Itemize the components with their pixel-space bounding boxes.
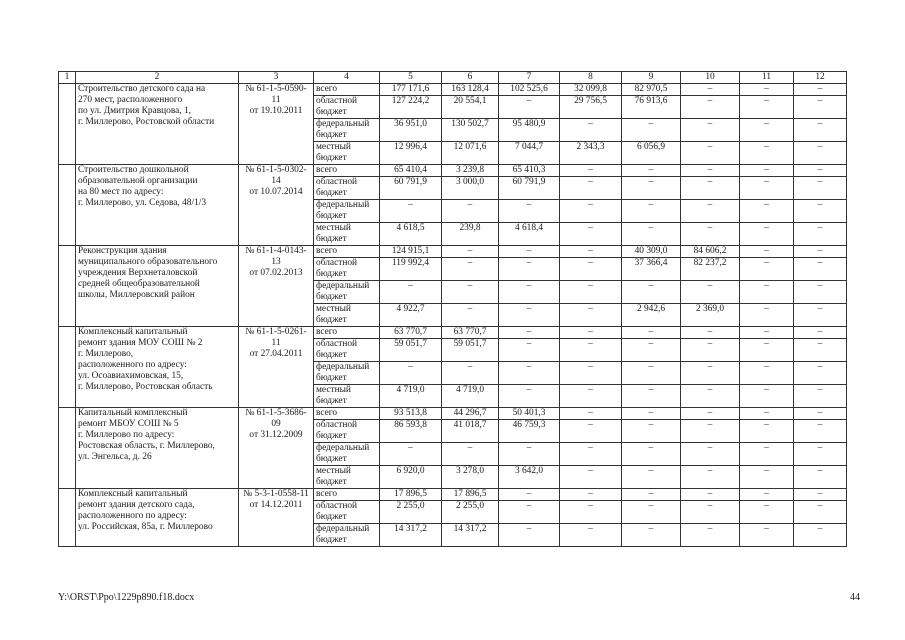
value-cell: 63 770,7 bbox=[380, 327, 442, 339]
value-cell: – bbox=[740, 466, 794, 489]
value-cell: – bbox=[681, 327, 740, 339]
header-cell: 6 bbox=[442, 72, 499, 84]
value-cell: – bbox=[794, 84, 847, 96]
value-cell: – bbox=[560, 223, 622, 246]
project-name-cell: Строительство детского сада на 270 мест, расположенного по ул. Дмитрия Кравцова, 1, г. Миллерово, Ростовской области bbox=[76, 84, 239, 165]
funding-source-cell: областной бюджет bbox=[314, 339, 380, 362]
table-row bbox=[59, 327, 847, 339]
value-cell: 76 913,6 bbox=[622, 96, 681, 119]
value-cell: – bbox=[560, 246, 622, 258]
value-cell: – bbox=[560, 177, 622, 200]
registration-cell: № 61-1-5-0261-11 от 27.04.2011 bbox=[239, 327, 314, 408]
value-cell: 2 942,6 bbox=[622, 304, 681, 327]
value-cell: – bbox=[499, 96, 560, 119]
value-cell: – bbox=[681, 443, 740, 466]
value-cell: – bbox=[499, 339, 560, 362]
registration-cell: № 5-3-1-0558-11 от 14.12.2011 bbox=[239, 489, 314, 547]
footer-file-path: Y:\ORST\Ppo\1229p890.f18.docx bbox=[58, 592, 195, 603]
value-cell: 84 606,2 bbox=[681, 246, 740, 258]
value-cell: – bbox=[622, 339, 681, 362]
value-cell: – bbox=[499, 385, 560, 408]
value-cell: 3 000,0 bbox=[442, 177, 499, 200]
value-cell: 41 018,7 bbox=[442, 420, 499, 443]
value-cell: – bbox=[740, 304, 794, 327]
row-number-cell bbox=[59, 408, 76, 489]
value-cell: – bbox=[794, 177, 847, 200]
value-cell: – bbox=[622, 501, 681, 524]
value-cell: – bbox=[560, 501, 622, 524]
value-cell: 163 128,4 bbox=[442, 84, 499, 96]
value-cell: – bbox=[794, 223, 847, 246]
project-name-cell: Комплексный капитальный ремонт здания МОУ СОШ № 2 г. Миллерово, расположенного по адресу: ул. Осоавиахимовская, 15, г. Миллерово, Ростовская область bbox=[76, 327, 239, 408]
value-cell: – bbox=[794, 246, 847, 258]
funding-source-cell: федеральный бюджет bbox=[314, 362, 380, 385]
value-cell: 17 896,5 bbox=[442, 489, 499, 501]
value-cell: – bbox=[622, 385, 681, 408]
value-cell: – bbox=[740, 96, 794, 119]
table-row bbox=[59, 489, 847, 501]
registration-cell: № 61-1-5-0302-14 от 10.07.2014 bbox=[239, 165, 314, 246]
value-cell: – bbox=[622, 165, 681, 177]
value-cell: 4 922,7 bbox=[380, 304, 442, 327]
value-cell: – bbox=[794, 96, 847, 119]
value-cell: – bbox=[740, 246, 794, 258]
value-cell: – bbox=[794, 489, 847, 501]
project-name-cell: Комплексный капитальный ремонт здания детского сада, расположенного по адресу: ул. Российская, 85а, г. Миллерово bbox=[76, 489, 239, 547]
value-cell: 14 317,2 bbox=[380, 524, 442, 547]
value-cell: – bbox=[622, 489, 681, 501]
funding-source-cell: местный бюджет bbox=[314, 304, 380, 327]
value-cell: – bbox=[560, 362, 622, 385]
value-cell: 60 791,9 bbox=[499, 177, 560, 200]
value-cell: – bbox=[622, 177, 681, 200]
value-cell: – bbox=[794, 258, 847, 281]
funding-source-cell: федеральный бюджет bbox=[314, 119, 380, 142]
value-cell: 36 951,0 bbox=[380, 119, 442, 142]
value-cell: – bbox=[622, 119, 681, 142]
value-cell: – bbox=[560, 200, 622, 223]
value-cell: – bbox=[740, 84, 794, 96]
value-cell: – bbox=[622, 443, 681, 466]
value-cell: – bbox=[681, 177, 740, 200]
value-cell: 2 369,0 bbox=[681, 304, 740, 327]
value-cell: 65 410,3 bbox=[499, 165, 560, 177]
value-cell: 4 719,0 bbox=[380, 385, 442, 408]
value-cell: – bbox=[681, 385, 740, 408]
value-cell: – bbox=[740, 142, 794, 165]
value-cell: – bbox=[560, 258, 622, 281]
value-cell: – bbox=[560, 385, 622, 408]
header-row bbox=[59, 72, 847, 84]
value-cell: – bbox=[560, 119, 622, 142]
value-cell: – bbox=[681, 200, 740, 223]
value-cell: – bbox=[740, 177, 794, 200]
value-cell: 32 099,8 bbox=[560, 84, 622, 96]
header-cell: 10 bbox=[681, 72, 740, 84]
funding-source-cell: федеральный бюджет bbox=[314, 281, 380, 304]
value-cell: – bbox=[740, 327, 794, 339]
value-cell: – bbox=[681, 142, 740, 165]
value-cell: – bbox=[740, 408, 794, 420]
value-cell: 3 239,8 bbox=[442, 165, 499, 177]
value-cell: 177 171,6 bbox=[380, 84, 442, 96]
value-cell: 7 044,7 bbox=[499, 142, 560, 165]
funding-source-cell: всего bbox=[314, 246, 380, 258]
value-cell: – bbox=[681, 466, 740, 489]
value-cell: – bbox=[380, 443, 442, 466]
value-cell: – bbox=[681, 96, 740, 119]
value-cell: – bbox=[794, 200, 847, 223]
value-cell: – bbox=[794, 304, 847, 327]
value-cell: 14 317,2 bbox=[442, 524, 499, 547]
value-cell: – bbox=[794, 408, 847, 420]
value-cell: – bbox=[681, 165, 740, 177]
funding-source-cell: всего bbox=[314, 84, 380, 96]
funding-source-cell: всего bbox=[314, 489, 380, 501]
value-cell: – bbox=[499, 443, 560, 466]
value-cell: – bbox=[740, 489, 794, 501]
value-cell: – bbox=[740, 524, 794, 547]
value-cell: 17 896,5 bbox=[380, 489, 442, 501]
value-cell: 60 791,9 bbox=[380, 177, 442, 200]
value-cell: – bbox=[794, 466, 847, 489]
value-cell: – bbox=[560, 304, 622, 327]
value-cell: – bbox=[740, 339, 794, 362]
value-cell: – bbox=[681, 223, 740, 246]
value-cell: 239,8 bbox=[442, 223, 499, 246]
value-cell: 2 255,0 bbox=[442, 501, 499, 524]
value-cell: 4 618,4 bbox=[499, 223, 560, 246]
value-cell: – bbox=[560, 281, 622, 304]
value-cell: – bbox=[499, 489, 560, 501]
value-cell: 37 366,4 bbox=[622, 258, 681, 281]
value-cell: 124 915,1 bbox=[380, 246, 442, 258]
project-name-cell: Капитальный комплексный ремонт МБОУ СОШ № 5 г. Миллерово по адресу: Ростовская область, г. Миллерово, ул. Энгельса, д. 26 bbox=[76, 408, 239, 489]
value-cell: – bbox=[442, 258, 499, 281]
funding-source-cell: всего bbox=[314, 327, 380, 339]
value-cell: – bbox=[681, 119, 740, 142]
header-cell: 2 bbox=[76, 72, 239, 84]
value-cell: – bbox=[560, 165, 622, 177]
value-cell: – bbox=[740, 258, 794, 281]
value-cell: 6 056,9 bbox=[622, 142, 681, 165]
value-cell: – bbox=[560, 489, 622, 501]
funding-source-cell: местный бюджет bbox=[314, 142, 380, 165]
value-cell: 130 502,7 bbox=[442, 119, 499, 142]
value-cell: – bbox=[794, 443, 847, 466]
value-cell: – bbox=[499, 200, 560, 223]
value-cell: – bbox=[499, 362, 560, 385]
value-cell: – bbox=[380, 281, 442, 304]
value-cell: 3 642,0 bbox=[499, 466, 560, 489]
funding-source-cell: областной бюджет bbox=[314, 96, 380, 119]
registration-cell: № 61-1-4-0143-13 от 07.02.2013 bbox=[239, 246, 314, 327]
value-cell: – bbox=[794, 339, 847, 362]
header-cell: 11 bbox=[740, 72, 794, 84]
value-cell: – bbox=[560, 339, 622, 362]
value-cell: – bbox=[380, 200, 442, 223]
value-cell: 3 278,0 bbox=[442, 466, 499, 489]
funding-source-cell: всего bbox=[314, 408, 380, 420]
value-cell: – bbox=[499, 501, 560, 524]
value-cell: – bbox=[622, 408, 681, 420]
registration-cell: № 61-1-5-0590-11 от 19.10.2011 bbox=[239, 84, 314, 165]
funding-source-cell: местный бюджет bbox=[314, 223, 380, 246]
value-cell: – bbox=[740, 281, 794, 304]
value-cell: – bbox=[499, 327, 560, 339]
header-cell: 9 bbox=[622, 72, 681, 84]
table-row bbox=[59, 84, 847, 96]
funding-source-cell: местный бюджет bbox=[314, 466, 380, 489]
value-cell: 59 051,7 bbox=[442, 339, 499, 362]
header-cell: 1 bbox=[59, 72, 76, 84]
value-cell: – bbox=[794, 327, 847, 339]
value-cell: – bbox=[794, 362, 847, 385]
registration-cell: № 61-1-5-3686-09 от 31.12.2009 bbox=[239, 408, 314, 489]
value-cell: 12 996,4 bbox=[380, 142, 442, 165]
header-cell: 3 bbox=[239, 72, 314, 84]
funding-source-cell: федеральный бюджет bbox=[314, 524, 380, 547]
funding-source-cell: федеральный бюджет bbox=[314, 443, 380, 466]
value-cell: – bbox=[794, 119, 847, 142]
value-cell: – bbox=[740, 501, 794, 524]
row-number-cell bbox=[59, 489, 76, 547]
value-cell: – bbox=[740, 119, 794, 142]
value-cell: – bbox=[622, 327, 681, 339]
value-cell: 102 525,6 bbox=[499, 84, 560, 96]
value-cell: – bbox=[442, 443, 499, 466]
value-cell: 127 224,2 bbox=[380, 96, 442, 119]
row-number-cell bbox=[59, 246, 76, 327]
value-cell: – bbox=[740, 200, 794, 223]
value-cell: – bbox=[740, 385, 794, 408]
funding-source-cell: областной бюджет bbox=[314, 420, 380, 443]
funding-source-cell: областной бюджет bbox=[314, 258, 380, 281]
value-cell: – bbox=[794, 281, 847, 304]
value-cell: 65 410,4 bbox=[380, 165, 442, 177]
value-cell: – bbox=[681, 408, 740, 420]
value-cell: – bbox=[560, 327, 622, 339]
value-cell: – bbox=[560, 443, 622, 466]
value-cell: – bbox=[622, 466, 681, 489]
value-cell: 4 618,5 bbox=[380, 223, 442, 246]
value-cell: – bbox=[442, 200, 499, 223]
value-cell: 59 051,7 bbox=[380, 339, 442, 362]
value-cell: – bbox=[681, 281, 740, 304]
value-cell: – bbox=[560, 466, 622, 489]
header-cell: 12 bbox=[794, 72, 847, 84]
value-cell: – bbox=[442, 246, 499, 258]
value-cell: 44 296,7 bbox=[442, 408, 499, 420]
value-cell: – bbox=[622, 200, 681, 223]
value-cell: 40 309,0 bbox=[622, 246, 681, 258]
value-cell: 6 920,0 bbox=[380, 466, 442, 489]
value-cell: 2 343,3 bbox=[560, 142, 622, 165]
value-cell: – bbox=[499, 281, 560, 304]
value-cell: – bbox=[622, 281, 681, 304]
value-cell: 86 593,8 bbox=[380, 420, 442, 443]
value-cell: – bbox=[681, 84, 740, 96]
budget-table bbox=[58, 71, 847, 547]
value-cell: – bbox=[622, 524, 681, 547]
table-row bbox=[59, 408, 847, 420]
header-cell: 8 bbox=[560, 72, 622, 84]
funding-source-cell: федеральный бюджет bbox=[314, 200, 380, 223]
value-cell: 93 513,8 bbox=[380, 408, 442, 420]
value-cell: – bbox=[740, 223, 794, 246]
project-name-cell: Строительство дошкольной образовательной организации на 80 мест по адресу: г. Миллерово, ул. Седова, 48/1/3 bbox=[76, 165, 239, 246]
value-cell: – bbox=[499, 246, 560, 258]
value-cell: 82 237,2 bbox=[681, 258, 740, 281]
value-cell: – bbox=[442, 304, 499, 327]
value-cell: 82 970,5 bbox=[622, 84, 681, 96]
value-cell: – bbox=[560, 420, 622, 443]
value-cell: – bbox=[681, 489, 740, 501]
value-cell: – bbox=[794, 142, 847, 165]
value-cell: – bbox=[681, 524, 740, 547]
value-cell: – bbox=[740, 362, 794, 385]
header-cell: 5 bbox=[380, 72, 442, 84]
value-cell: 20 554,1 bbox=[442, 96, 499, 119]
value-cell: 46 759,3 bbox=[499, 420, 560, 443]
value-cell: – bbox=[499, 304, 560, 327]
value-cell: – bbox=[681, 362, 740, 385]
value-cell: – bbox=[681, 501, 740, 524]
value-cell: – bbox=[681, 339, 740, 362]
value-cell: – bbox=[560, 408, 622, 420]
row-number-cell bbox=[59, 84, 76, 165]
value-cell: – bbox=[442, 362, 499, 385]
value-cell: – bbox=[794, 524, 847, 547]
value-cell: 2 255,0 bbox=[380, 501, 442, 524]
value-cell: – bbox=[499, 258, 560, 281]
row-number-cell bbox=[59, 165, 76, 246]
funding-source-cell: местный бюджет bbox=[314, 385, 380, 408]
value-cell: – bbox=[622, 420, 681, 443]
table-row bbox=[59, 165, 847, 177]
table-row bbox=[59, 246, 847, 258]
value-cell: – bbox=[380, 362, 442, 385]
funding-source-cell: областной бюджет bbox=[314, 501, 380, 524]
value-cell: – bbox=[442, 281, 499, 304]
footer-page-number: 44 bbox=[850, 592, 860, 603]
header-cell: 7 bbox=[499, 72, 560, 84]
value-cell: – bbox=[560, 524, 622, 547]
value-cell: – bbox=[622, 223, 681, 246]
value-cell: – bbox=[499, 524, 560, 547]
project-name-cell: Реконструкция здания муниципального образовательного учреждения Верхнеталовской средней общеобразовательной школы, Миллеровский район bbox=[76, 246, 239, 327]
value-cell: – bbox=[740, 443, 794, 466]
value-cell: – bbox=[794, 385, 847, 408]
value-cell: 50 401,3 bbox=[499, 408, 560, 420]
value-cell: 29 756,5 bbox=[560, 96, 622, 119]
value-cell: – bbox=[681, 420, 740, 443]
funding-source-cell: областной бюджет bbox=[314, 177, 380, 200]
value-cell: 63 770,7 bbox=[442, 327, 499, 339]
value-cell: 119 992,4 bbox=[380, 258, 442, 281]
value-cell: – bbox=[794, 501, 847, 524]
row-number-cell bbox=[59, 327, 76, 408]
value-cell: 4 719,0 bbox=[442, 385, 499, 408]
value-cell: 12 071,6 bbox=[442, 142, 499, 165]
header-cell: 4 bbox=[314, 72, 380, 84]
funding-source-cell: всего bbox=[314, 165, 380, 177]
value-cell: – bbox=[622, 362, 681, 385]
value-cell: – bbox=[740, 420, 794, 443]
value-cell: – bbox=[740, 165, 794, 177]
value-cell: – bbox=[794, 420, 847, 443]
value-cell: – bbox=[794, 165, 847, 177]
value-cell: 95 480,9 bbox=[499, 119, 560, 142]
